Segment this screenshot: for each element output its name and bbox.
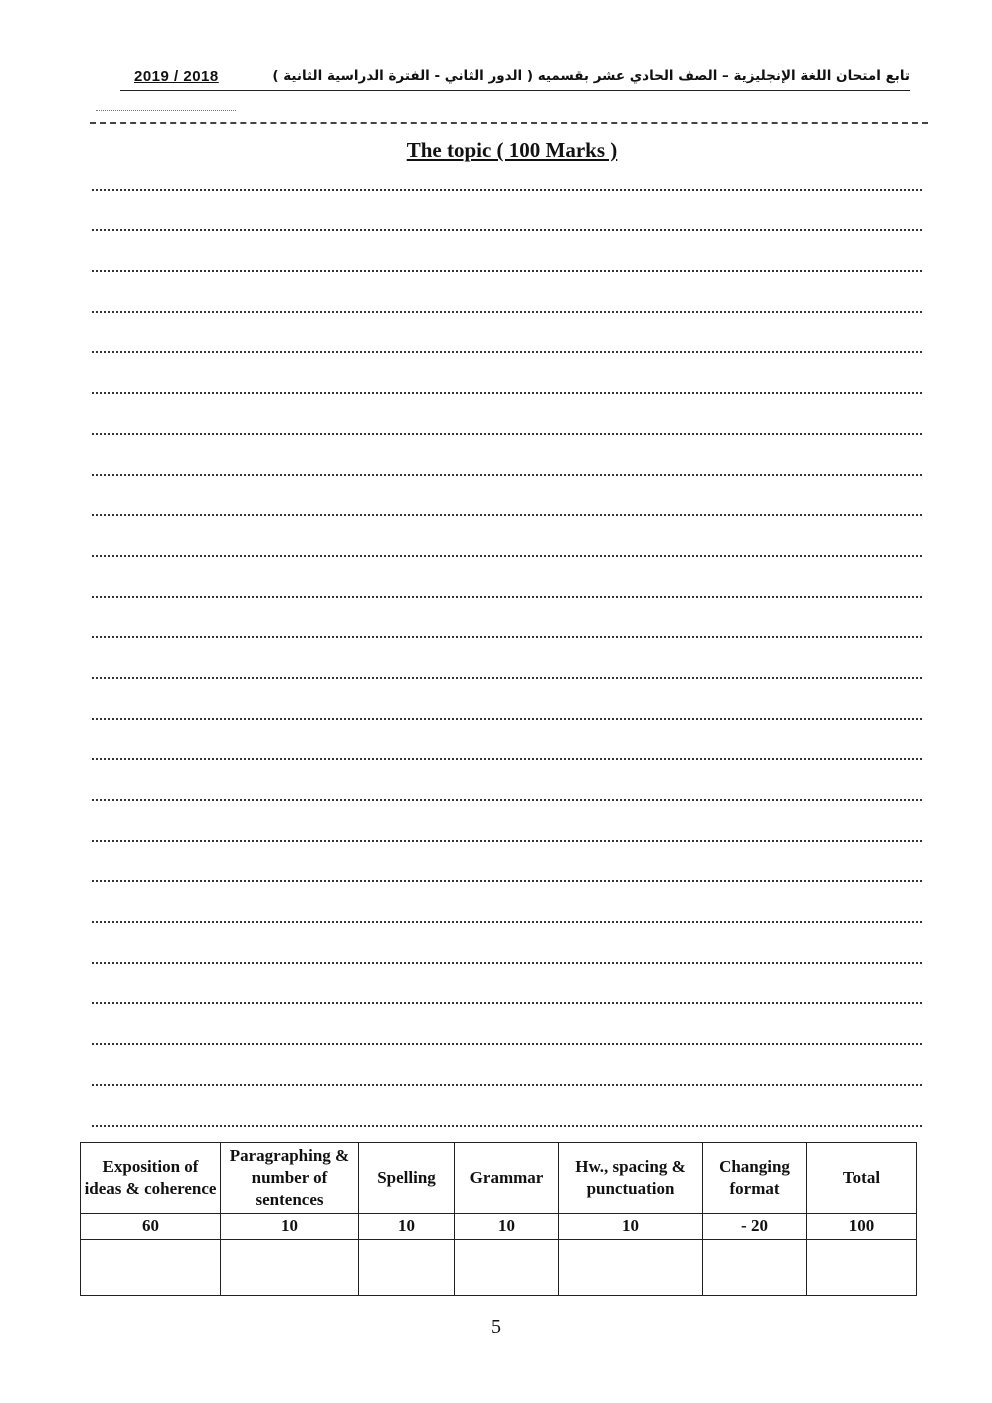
writing-line[interactable] (92, 598, 922, 639)
writing-line[interactable] (92, 964, 922, 1005)
writing-line[interactable] (92, 353, 922, 394)
rubric-header-row (81, 1143, 917, 1214)
score-exposition[interactable] (81, 1240, 221, 1296)
marks-paragraphing: 10 (221, 1213, 359, 1239)
score-grammar[interactable] (455, 1240, 559, 1296)
rubric-score-row (81, 1240, 917, 1296)
header-spelling: Spelling (359, 1143, 455, 1214)
writing-line[interactable] (92, 882, 922, 923)
writing-line[interactable] (92, 1086, 922, 1127)
writing-line[interactable] (92, 1004, 922, 1045)
writing-line[interactable] (92, 394, 922, 435)
writing-line[interactable] (92, 557, 922, 598)
marks-total: 100 (807, 1213, 917, 1239)
score-changing-format[interactable] (703, 1240, 807, 1296)
header-divider (90, 122, 928, 124)
writing-line[interactable] (92, 679, 922, 720)
writing-line[interactable] (92, 476, 922, 517)
exam-year: 2019 / 2018 (134, 67, 219, 85)
writing-line[interactable] (92, 231, 922, 272)
writing-line[interactable] (92, 1045, 922, 1086)
score-handwriting[interactable] (559, 1240, 703, 1296)
writing-line[interactable] (92, 760, 922, 801)
writing-line[interactable] (92, 435, 922, 476)
writing-line[interactable] (92, 313, 922, 354)
header-paragraphing: Paragraphing & number of sentences (221, 1143, 359, 1214)
writing-line[interactable] (92, 720, 922, 761)
topic-title: The topic ( 100 Marks ) (406, 138, 618, 162)
marks-exposition: 60 (81, 1213, 221, 1239)
exam-title-arabic: تابع امتحان اللغة الإنجليزية – الصف الحادي عشر بقسميه ( الدور الثاني - الفترة الدراسية الثانية ) (272, 68, 910, 84)
rubric-marks-row (81, 1213, 917, 1239)
marks-changing-format: - 20 (703, 1213, 807, 1239)
writing-line[interactable] (92, 801, 922, 842)
writing-line[interactable] (92, 842, 922, 883)
score-paragraphing[interactable] (221, 1240, 359, 1296)
marks-spelling: 10 (359, 1213, 455, 1239)
marks-handwriting: 10 (559, 1213, 703, 1239)
header-grammar: Grammar (455, 1143, 559, 1214)
marking-rubric-table (80, 1142, 917, 1296)
writing-line[interactable] (92, 150, 922, 191)
header-changing-format: Changing format (703, 1143, 807, 1214)
header-handwriting: Hw., spacing & punctuation (559, 1143, 703, 1214)
exam-header (120, 62, 910, 91)
writing-line[interactable] (92, 516, 922, 557)
header-exposition: Exposition of ideas & coherence (81, 1143, 221, 1214)
writing-line[interactable] (92, 638, 922, 679)
header-total: Total (807, 1143, 917, 1214)
writing-line[interactable] (92, 272, 922, 313)
header-divider-short (96, 110, 236, 111)
writing-area[interactable] (92, 150, 922, 1127)
writing-line[interactable] (92, 923, 922, 964)
marks-grammar: 10 (455, 1213, 559, 1239)
score-spelling[interactable] (359, 1240, 455, 1296)
writing-line[interactable] (92, 191, 922, 232)
score-total[interactable] (807, 1240, 917, 1296)
page-number: 5 (491, 1316, 501, 1338)
